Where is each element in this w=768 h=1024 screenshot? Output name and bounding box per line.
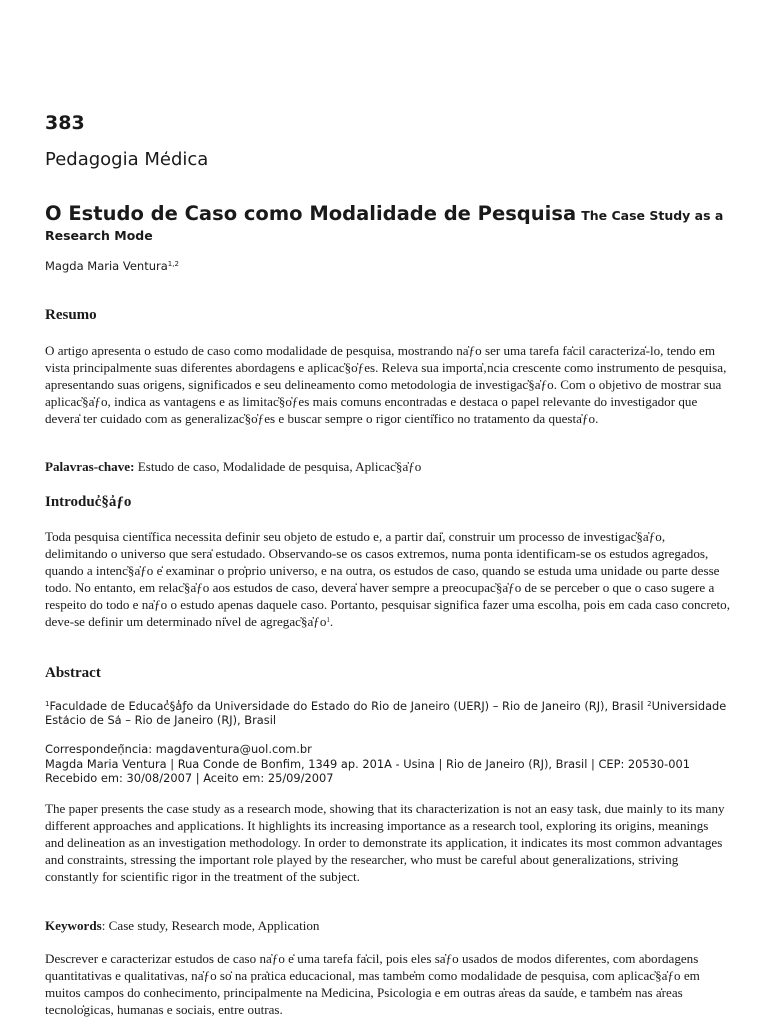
affiliations [45, 699, 730, 727]
page-number: 383 [45, 112, 85, 134]
introducao-text [45, 528, 730, 630]
affiliation-1: Faculdade de Educac̓§a̓ƒo da Universidade do Estado do Rio de Janeiro (UERJ) – Rio de Janeiro (RJ), Brasil [49, 699, 644, 713]
article-title-english: The Case Study as a Research Mode [45, 208, 724, 243]
correspondence-address: Magda Maria Ventura | Rua Conde de Bonfim, 1349 ap. 201A - Usina | Rio de Janeiro (RJ), Brasil | CEP: 20530-001 Recebido em: 30/08/2007 | Aceito em: 25/09/2007 [45, 757, 691, 785]
introducao-body: Toda pesquisa cienti̒fica necessita definir seu objeto de estudo e, a partir dai̒, construir um processo de investigac̓§a̓ƒo, delimitando o universo que sera̒ estudado. Observando-se os casos extremos, numa ponta identificam-se os estudos agregados, quando a intenc̓§a̓ƒo e̒ examinar o pro̒prio universo, e na outra, os estudos de caso, quando se estuda uma unidade ou parte desse todo. No entanto, em relac̓§a̓ƒo aos estudos de caso, devera̒ haver sempre a preocupac̓§a̓ƒo de se perceber o que o caso sugere a respeito do todo e na̓ƒo o estudo apenas daquele caso. Portanto, pesquisar significa fazer uma escolha, pois em cada caso concreto, deve-se definir um determinado ni̒vel de agregac̓§a̓ƒo [45, 529, 730, 629]
resumo-keywords [45, 458, 730, 475]
affiliation-2: Universidade Esta̒cio de Sa̒ – Rio de Janeiro (RJ), Brasil [45, 699, 727, 727]
author-affiliation-marks: 1,2 [167, 260, 179, 268]
author-name: Magda Maria Ventura [45, 259, 168, 273]
abstract-text: The paper presents the case study as a research mode, showing that its characterization is not an easy task, due mainly to its many different approaches and applications. It highlights its increasing importance as a research tool, exploring its origins, meanings and delineation as an investigation methodology. In order to demonstrate its application, it indicates its most common advantages and constraints, stressing the important role played by the researcher, who must be careful about generalizations, striving constantly for scientific rigor in the treatment of the subject. [45, 801, 725, 884]
resumo-text: O artigo apresenta o estudo de caso como modalidade de pesquisa, mostrando na̓ƒo ser uma tarefa fa̒cil caracteriza̒-lo, tendo em vista principalmente suas diferentes abordagens e aplicac̓§o̓ƒes. Releva sua importa̓‚ncia crescente como instrumento de pesquisa, apresentando suas origens, significados e seu delineamento como metodologia de investigac̓§a̓ƒo. Com o objetivo de mostrar sua aplicac̓§a̓ƒo, indica as vantagens e as limitac̓§o̓ƒes mais comuns encontradas e destaca o papel relevante do investigador que devera̒ ter cuidado com as generalizac̓§o̓ƒes e buscar sempre o rigor cienti̒fico no tratamento da questa̓ƒo. [45, 343, 727, 426]
footnote-mark: 1 [326, 616, 330, 624]
author [45, 259, 179, 273]
article-title-block [45, 204, 730, 245]
introducao-heading: Introduc̓§a̓ƒo [45, 494, 132, 510]
article-title: O Estudo de Caso como Modalidade de Pesquisa [45, 202, 577, 225]
abstract-keywords-label: Keywords [45, 918, 102, 933]
keywords-label: Palavras-chave: [45, 459, 135, 474]
affiliation-mark-1: 1 [45, 700, 50, 708]
section-label: Pedagogia Me̒dica [45, 149, 209, 170]
keywords-values: Estudo de caso, Modalidade de pesquisa, Aplicac̓§a̓ƒo [134, 459, 422, 474]
correspondence: Correspondeṇ̃ncia: magdaventura@uol.com.br [45, 742, 312, 756]
affiliation-mark-2: 2 [647, 700, 652, 708]
introducao-end: . [329, 614, 334, 629]
abstract-keywords-values: : Case study, Research mode, Application [101, 918, 320, 933]
resumo-heading: Resumo [45, 307, 97, 323]
body-text: Descrever e caracterizar estudos de caso na̓ƒo e̒ uma tarefa fa̒cil, pois eles sa̓ƒo usados de modos diferentes, com abordagens quantitativas e qualitativas, na̓ƒo so̒ na pra̒tica educacional, mas tambe̒m como modalidade de pesquisa, com aplicac̓§a̓ƒo em muitos campos do conhecimento, principalmente na Medicina, Psicologia e em outras a̒reas da sau̒de, e tambe̒m nas a̒reas tecnolo̒gicas, humanas e sociais, entre outras. [45, 951, 700, 1017]
abstract-heading: Abstract [45, 665, 101, 681]
abstract-keywords [45, 917, 730, 934]
